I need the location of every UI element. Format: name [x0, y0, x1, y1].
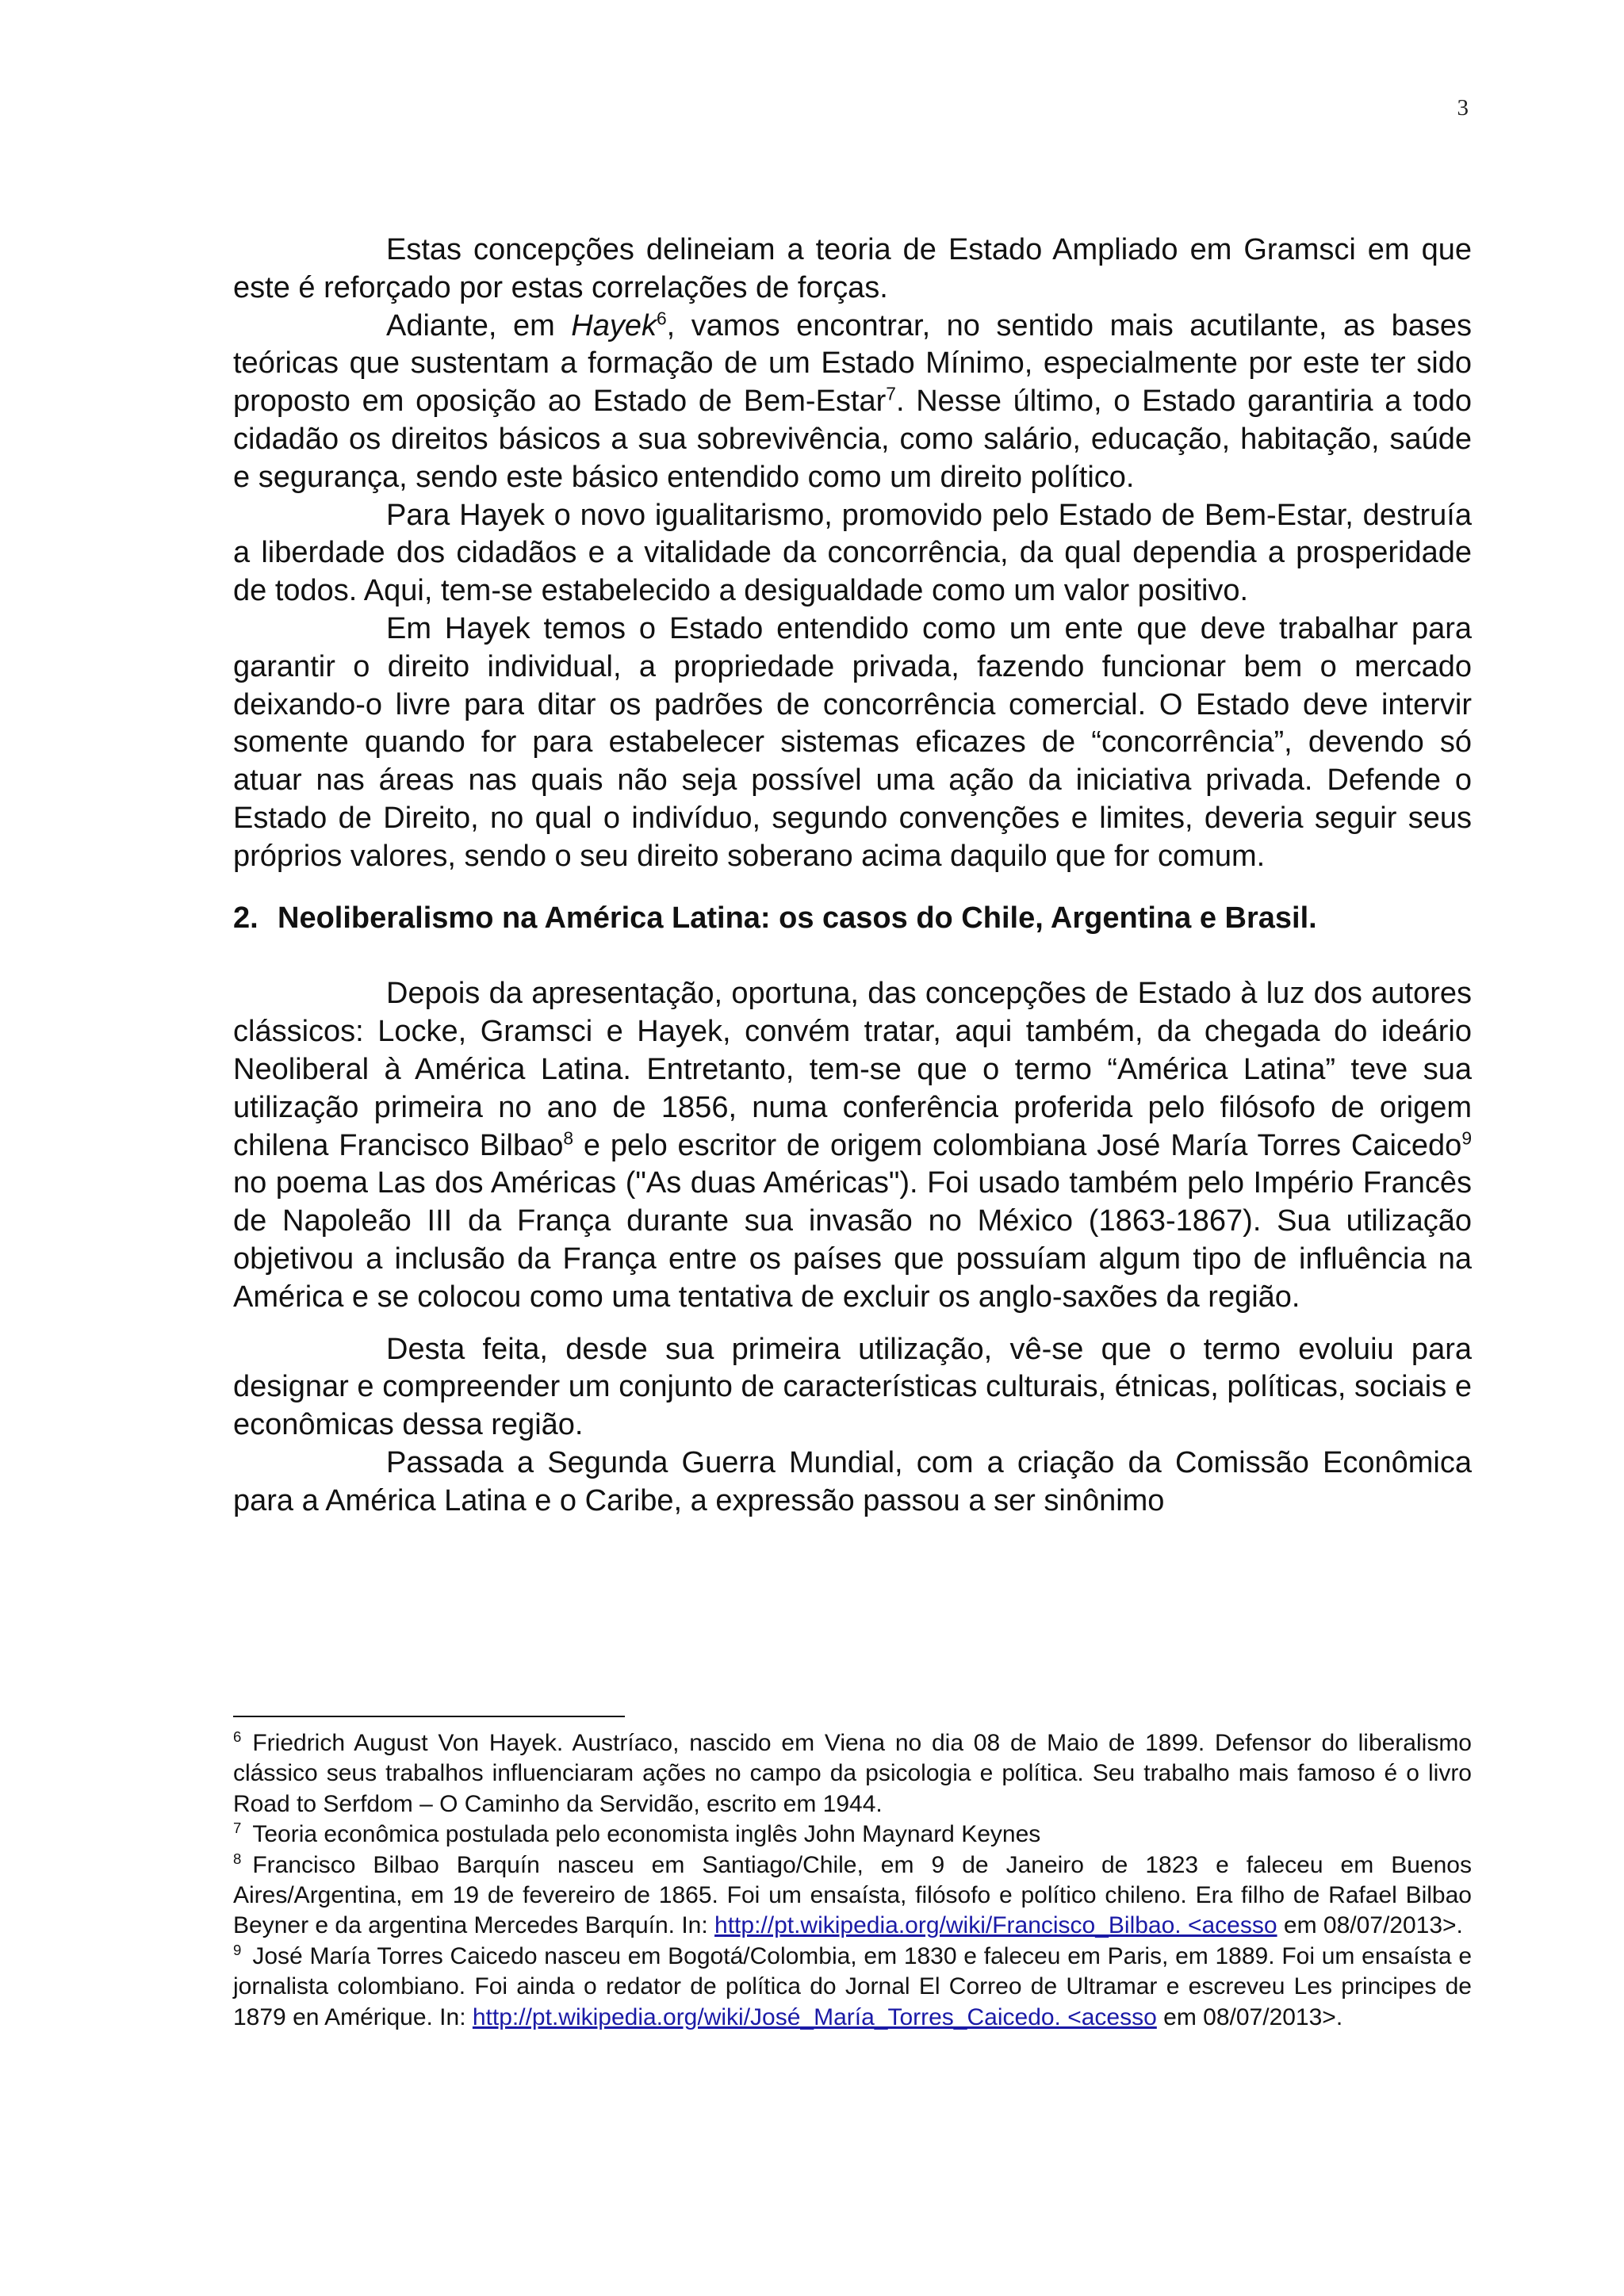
footnote-8-tail: em 08/07/2013>.: [1277, 1912, 1463, 1939]
paragraph-5-part-b: e pelo escritor de origem colombiana José María Torres Caicedo: [573, 1128, 1462, 1162]
footnote-8: [233, 1850, 1472, 1942]
paragraph-6: Desta feita, desde sua primeira utilização, vê-se que o termo evoluiu para designar e compreender um conjunto de características culturais, étnicas, políticas, sociais e econômicas dessa região.: [233, 1332, 1472, 1442]
footnote-ref-6[interactable]: 6: [656, 307, 667, 328]
paragraph-4: Em Hayek temos o Estado entendido como um ente que deve trabalhar para garantir o direito individual, a propriedade privada, fazendo funcionar bem o mercado deixando-o livre para ditar os padrões de concorrência comercial. O Estado deve intervir somente quando for para estabelecer sistemas eficazes de “concorrência”, devendo só atuar nas áreas nas quais não seja possível uma ação da iniciativa privada. Defende o Estado de Direito, no qual o indivíduo, segundo convenções e limites, deveria seguir seus próprios valores, sendo o seu direito soberano acima daquilo que for comum.: [233, 611, 1472, 873]
spacer: [233, 1317, 1472, 1331]
paragraph-2-part-a: Adiante, em: [386, 308, 572, 342]
paragraph-3: Para Hayek o novo igualitarismo, promovido pelo Estado de Bem-Estar, destruía a liberdade dos cidadãos e a vitalidade da concorrência, da qual dependia a prosperidade de todos. Aqui, tem-se estabelecido a desigualdade como um valor positivo.: [233, 498, 1472, 608]
paragraph-5-part-a: Depois da apresentação, oportuna, das concepções de Estado à luz dos autores clássicos: Locke, Gramsci e Hayek, convém tratar, aqui também, da chegada do ideário Neoliberal à América Latina. Entretanto, tem-se que o termo “América Latina” teve sua utilização primeira no ano de 1856, numa conferência proferida pelo filósofo de origem chilena Francisco Bilbao: [233, 977, 1472, 1162]
footnote-9-mark: 9: [233, 1941, 242, 1958]
footnote-6: [233, 1728, 1472, 1820]
footnote-9-text: José María Torres Caicedo nasceu em Bogotá/Colombia, em 1830 e faleceu em Paris, em 1889. Foi um ensaísta e jornalista colombiano. Foi ainda o redator de política do Jornal El Correo de Ultramar e escreveu Les principes de 1879 en Amérique. In:: [233, 1942, 1472, 2030]
footnote-7-mark: 7: [233, 1820, 242, 1837]
footnote-ref-8[interactable]: 8: [563, 1127, 574, 1148]
footnote-8-link[interactable]: http://pt.wikipedia.org/wiki/Francisco_Bilbao. <acesso: [714, 1912, 1277, 1939]
paragraph-1: Estas concepções delineiam a teoria de Estado Ampliado em Gramsci em que este é reforçado por estas correlações de forças.: [233, 233, 1472, 304]
spacer: [233, 937, 1472, 975]
footnote-ref-7[interactable]: 7: [886, 383, 896, 404]
page-number: 3: [1457, 95, 1469, 121]
footnote-8-mark: 8: [233, 1850, 242, 1867]
footnote-8-text: Francisco Bilbao Barquín nasceu em Santiago/Chile, em 9 de Janeiro de 1823 e faleceu em Buenos Aires/Argentina, em 19 de fevereiro de 1865. Foi um ensaísta, filósofo e político chileno. Era filho de Rafael Bilbao Beyner e da argentina Mercedes Barquín. In:: [233, 1851, 1472, 1939]
footnote-9-link[interactable]: http://pt.wikipedia.org/wiki/José_María_Torres_Caicedo. <acesso: [472, 2003, 1157, 2030]
paragraph-5: [233, 975, 1472, 1316]
paragraph-7: Passada a Segunda Guerra Mundial, com a criação da Comissão Econômica para a América Latina e o Caribe, a expressão passou a ser sinônimo: [233, 1445, 1472, 1517]
footnotes: [233, 1728, 1472, 2033]
section-title: Neoliberalismo na América Latina: os casos do Chile, Argentina e Brasil.: [278, 901, 1317, 935]
hayek-emphasis: Hayek: [571, 308, 657, 342]
footnote-6-text: Friedrich August Von Hayek. Austríaco, nascido em Viena no dia 08 de Maio de 1899. Defensor do liberalismo clássico seus trabalhos influenciaram ações no campo da psicologia e política. Seu trabalho mais famoso é o livro Road to Serfdom – O Caminho da Servidão, escrito em 1944.: [233, 1730, 1472, 1817]
paragraph-2-part-b: , vamos encontrar, no sentido mais acutilante, as bases teóricas que sustentam a formação de um Estado Mínimo, especialmente por este ter sido proposto em oposição ao Estado de Bem-Estar: [233, 308, 1473, 419]
paragraph-2-part-c: . Nesse último, o Estado garantiria a todo cidadão os direitos básicos a sua sobrevivência, como salário, educação, habitação, saúde e segurança, sendo este básico entendido como um direito político.: [233, 385, 1473, 494]
footnote-9: [233, 1942, 1472, 2033]
spacer: [233, 876, 1472, 900]
footnote-6-mark: 6: [233, 1728, 242, 1745]
footnote-ref-9[interactable]: 9: [1461, 1127, 1472, 1148]
main-text: [233, 232, 1472, 1521]
paragraph-5-part-c: no poema Las dos Américas ("As duas Américas"). Foi usado também pelo Império Francês de Napoleão III da França durante sua invasão no México (1863-1867). Sua utilização objetivou a inclusão da França entre os países que possuíam algum tipo de influência na América e se colocou como uma tentativa de excluir os anglo-saxões da região.: [233, 1166, 1472, 1314]
paragraph-2: [233, 308, 1472, 497]
section-heading: [233, 900, 1472, 938]
section-number: 2.: [233, 901, 259, 935]
footnote-7: [233, 1820, 1472, 1850]
footnote-separator: [233, 1716, 625, 1717]
footnote-7-text: Teoria econômica postulada pelo economista inglês John Maynard Keynes: [252, 1821, 1041, 1848]
footnote-9-tail: em 08/07/2013>.: [1156, 2003, 1343, 2030]
